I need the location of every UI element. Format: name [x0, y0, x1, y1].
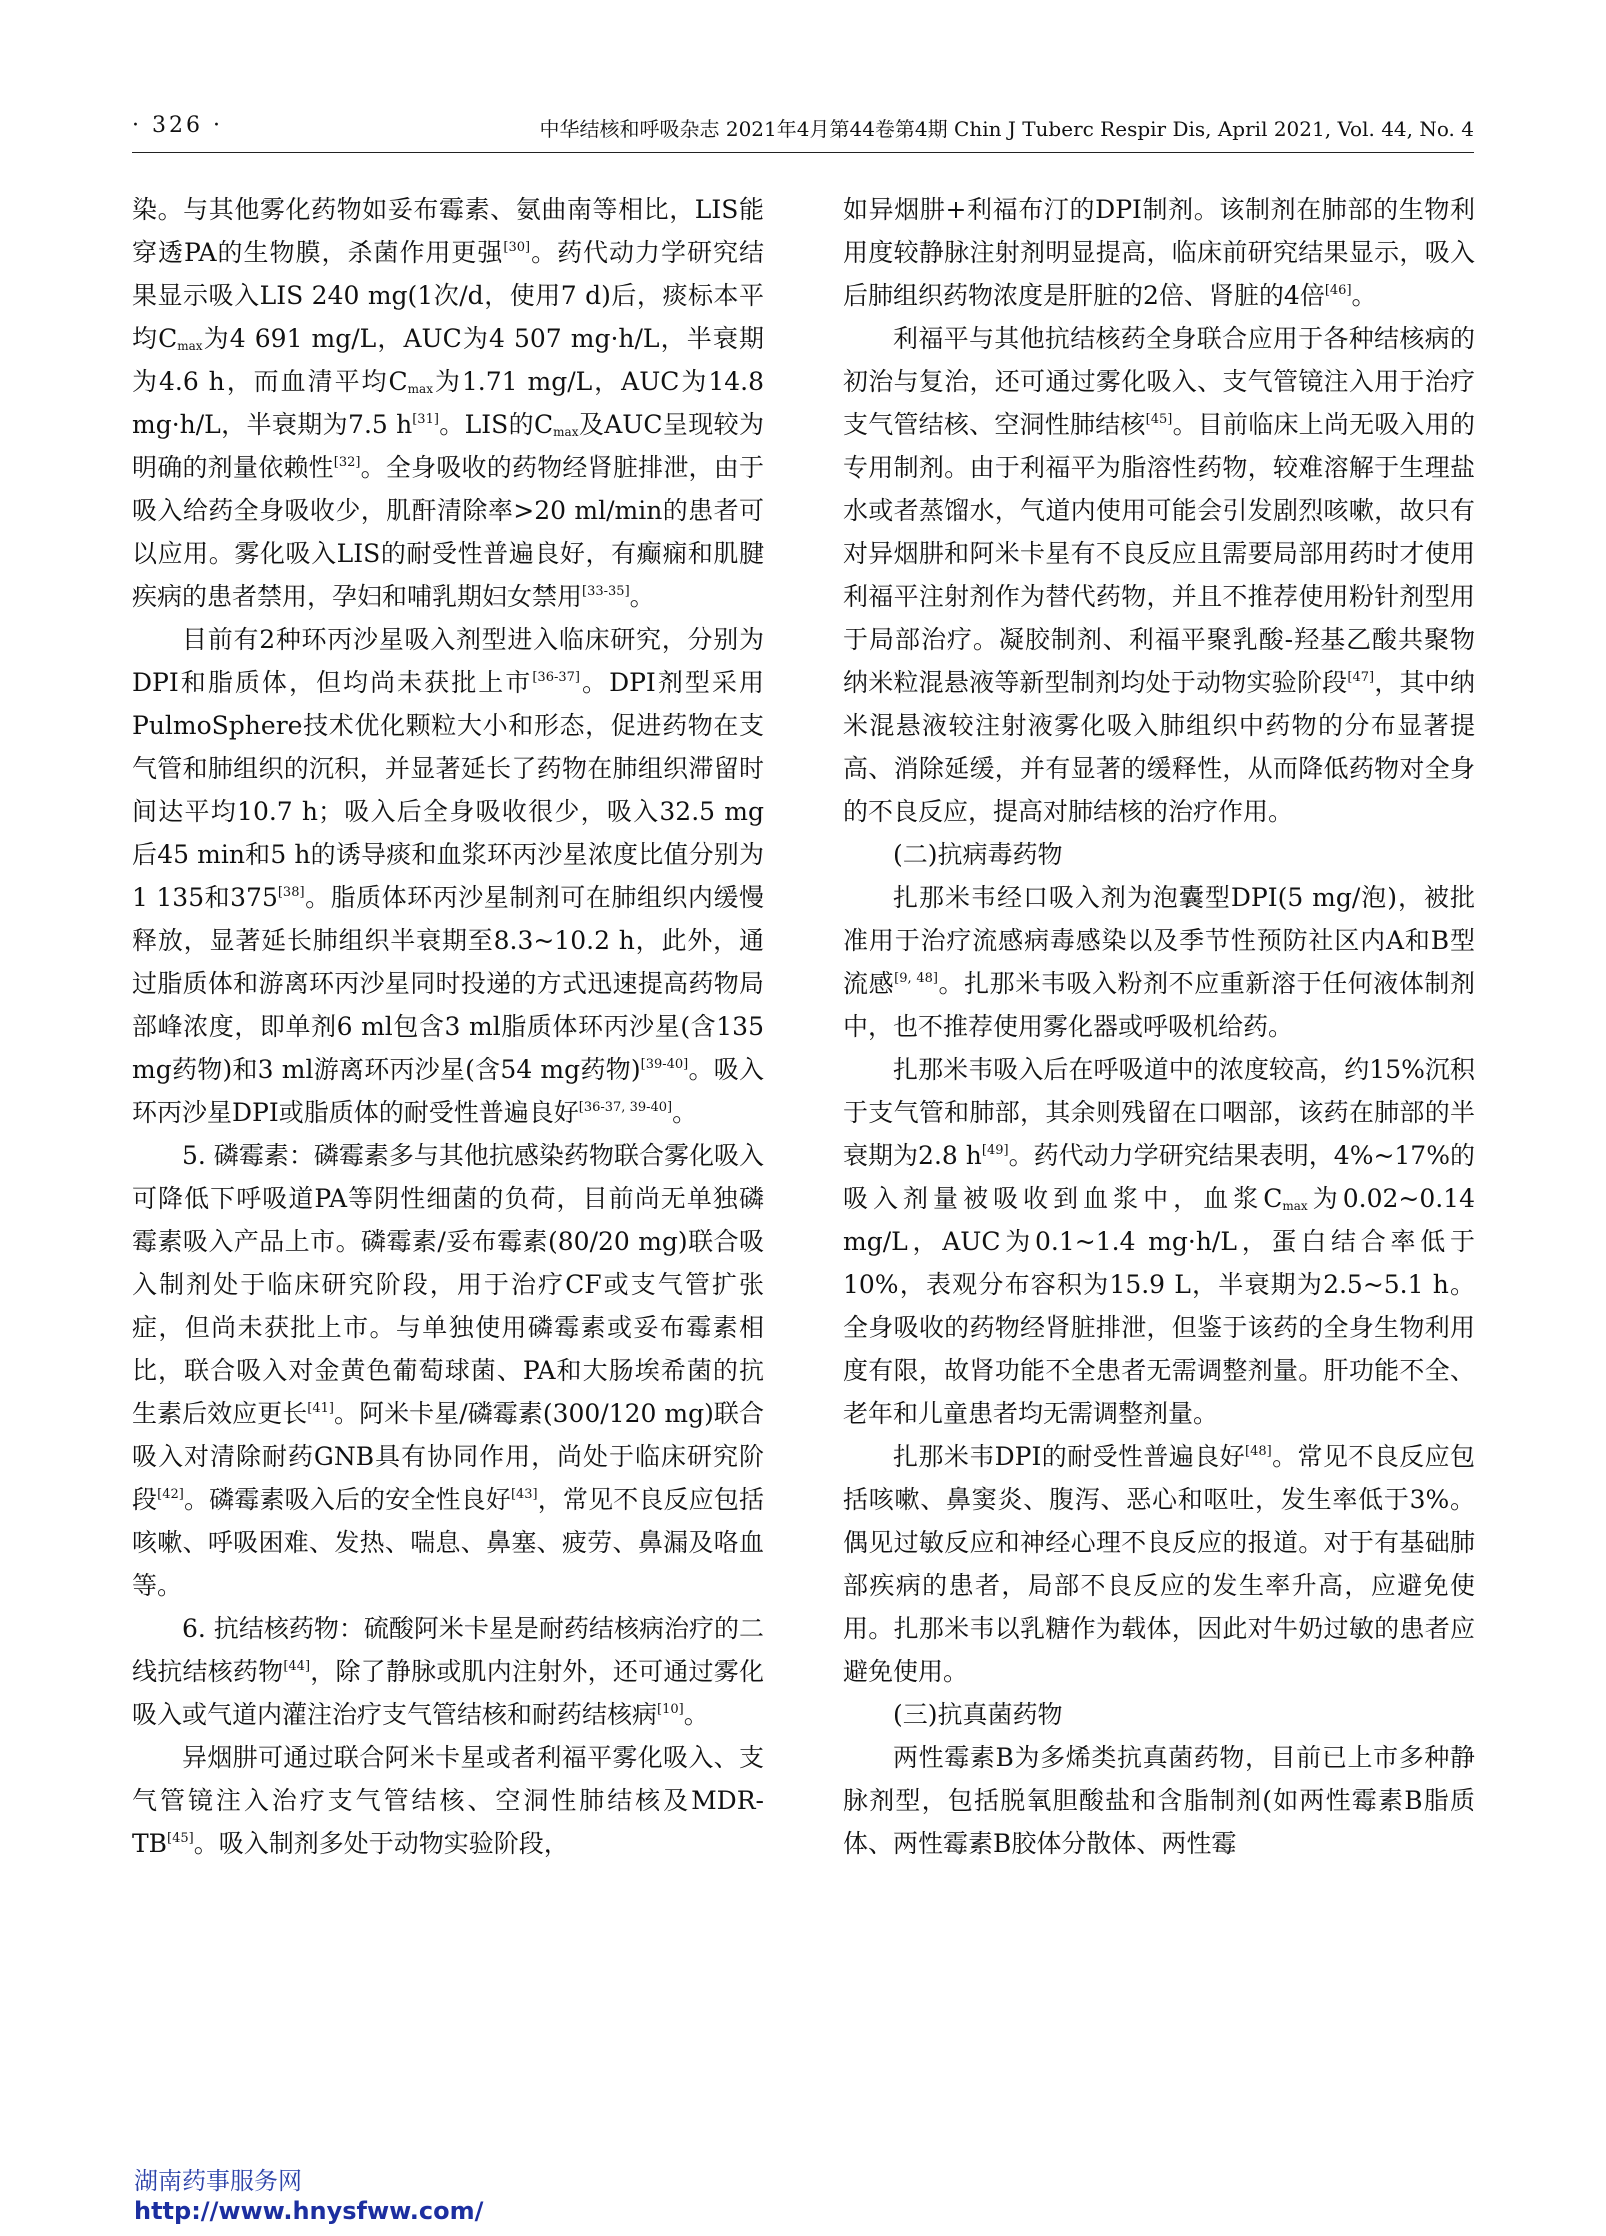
text-run: 如异烟肼+利福布汀的DPI制剂。该制剂在肺部的生物利用度较静脉注射剂明显提高，临床前研究结果显示，吸入后肺组织药物浓度是肝脏的2倍、肾脏的4倍 [843, 195, 1475, 310]
paragraph [843, 1736, 1475, 1865]
citation-ref: [47] [1347, 670, 1375, 685]
text-run: 扎那米韦经口吸入剂为泡囊型DPI(5 mg/泡)，被批准用于治疗流感病毒感染以及季节性预防社区内A和B型流感 [843, 883, 1475, 998]
paragraph [132, 1736, 764, 1865]
text-run: 。目前临床上尚无吸入用的专用制剂。由于利福平为脂溶性药物，较难溶解于生理盐水或者蒸馏水，气道内使用可能会引发剧烈咳嗽，故只有对异烟肼和阿米卡星有不良反应且需要局部用药时才使用利福平注射剂作为替代药物，并且不推荐使用粉针剂型用于局部治疗。凝胶制剂、利福平聚乳酸-羟基乙酸共聚物纳米粒混悬液等新型制剂均处于动物实验阶段 [843, 410, 1475, 697]
text-run: 。常见不良反应包括咳嗽、鼻窦炎、腹泻、恶心和呕吐，发生率低于3%。偶见过敏反应和神经心理不良反应的报道。对于有基础肺部疾病的患者，局部不良反应的发生率升高，应避免使用。扎那米韦以乳糖作为载体，因此对牛奶过敏的患者应避免使用。 [843, 1442, 1475, 1686]
text-run: 。药代动力学研究结果显示吸入LIS 240 mg(1次/d，使用7 d)后，痰标本平均C [132, 238, 764, 353]
citation-ref: [45] [167, 1831, 194, 1846]
citation-ref: [32] [333, 455, 361, 470]
subscript: max [553, 425, 579, 439]
text-run: 。 [683, 1700, 709, 1729]
right-column [843, 188, 1475, 1865]
text-run: 。吸入环丙沙星DPI或脂质体的耐受性普遍良好 [132, 1055, 764, 1127]
citation-ref: [10] [657, 1702, 684, 1717]
text-run: 异烟肼可通过联合阿米卡星或者利福平雾化吸入、支气管镜注入治疗支气管结核、空洞性肺结核及MDR-TB [132, 1743, 764, 1858]
text-run: ，其中纳米混悬液较注射液雾化吸入肺组织中药物的分布显著提高、消除延缓，并有显著的缓释性，从而降低药物对全身的不良反应，提高对肺结核的治疗作用。 [843, 668, 1475, 826]
text-run: 利福平与其他抗结核药全身联合应用于各种结核病的初治与复治，还可通过雾化吸入、支气管镜注入用于治疗支气管结核、空洞性肺结核 [843, 324, 1475, 439]
citation-ref: [39-40] [640, 1057, 689, 1072]
running-header [132, 113, 1474, 149]
text-run: 及AUC呈现较为明确的剂量依赖性 [132, 410, 764, 482]
section-heading [843, 833, 1475, 876]
text-run: 。全身吸收的药物经肾脏排泄，由于吸入给药全身吸收少，肌酐清除率>20 ml/min的患者可以应用。雾化吸入LIS的耐受性普遍良好，有癫痫和肌腱疾病的患者禁用，孕妇和哺乳期妇女禁用 [132, 453, 764, 611]
text-run: 为1.71 mg/L，AUC为14.8 mg·h/L，半衰期为7.5 h [132, 367, 765, 439]
subscript: max [177, 339, 203, 353]
text-run: 。药代动力学研究结果表明，4%~17%的吸入剂量被吸收到血浆中，血浆C [843, 1141, 1475, 1213]
text-run: 5. 磷霉素：磷霉素多与其他抗感染药物联合雾化吸入可降低下呼吸道PA等阴性细菌的负荷，目前尚无单独磷霉素吸入产品上市。磷霉素/妥布霉素(80/20 mg)联合吸入制剂处于临床研究阶段，用于治疗CF或支气管扩张症，但尚未获批上市。与单独使用磷霉素或妥布霉素相比，联合吸入对金黄色葡萄球菌、PA和大肠埃希菌的抗生素后效应更长 [132, 1141, 764, 1428]
text-run: 。LIS的C [438, 410, 554, 439]
header-rule [132, 152, 1474, 153]
text-run: (三)抗真菌药物 [893, 1700, 1063, 1729]
site-url[interactable]: http://www.hnysfww.com/ [134, 2197, 484, 2225]
page-number: · 326 · [132, 113, 223, 138]
text-run: 扎那米韦吸入后在呼吸道中的浓度较高，约15%沉积于支气管和肺部，其余则残留在口咽部，该药在肺部的半衰期为2.8 h [843, 1055, 1475, 1170]
paragraph [843, 1435, 1475, 1693]
citation-ref: [43] [510, 1487, 538, 1502]
text-run: 为0.02~0.14 mg/L，AUC为0.1~1.4 mg·h/L，蛋白结合率低于10%，表观分布容积为15.9 L，半衰期为2.5~5.1 h。全身吸收的药物经肾脏排泄，但鉴于该药的全身生物利用度有限，故肾功能不全患者无需调整剂量。肝功能不全、老年和儿童患者均无需调整剂量。 [843, 1184, 1475, 1428]
text-run: 6. 抗结核药物：硫酸阿米卡星是耐药结核病治疗的二线抗结核药物 [132, 1614, 764, 1686]
left-column [132, 188, 764, 1865]
text-run: 扎那米韦DPI的耐受性普遍良好 [893, 1442, 1246, 1471]
citation-ref: [33-35] [582, 584, 630, 599]
text-run: 。DPI剂型采用PulmoSphere技术优化颗粒大小和形态，促进药物在支气管和肺组织的沉积，并显著延长了药物在肺组织滞留时间达平均10.7 h；吸入后全身吸收很少，吸入32.5 mg后45 min和5 h的诱导痰和血浆环丙沙星浓度比值分别为1 135和375 [132, 668, 764, 912]
text-run: 。 [629, 582, 655, 611]
paragraph [843, 1048, 1475, 1435]
citation-ref: [46] [1324, 283, 1352, 298]
citation-ref: [36-37, 39-40] [578, 1100, 673, 1115]
paragraph [132, 1607, 764, 1736]
text-run: 。脂质体环丙沙星制剂可在肺组织内缓慢释放，显著延长肺组织半衰期至8.3~10.2 h，此外，通过脂质体和游离环丙沙星同时投递的方式迅速提高药物局部峰浓度，即单剂6 ml包含3 ml脂质体环丙沙星(含135 mg药物)和3 ml游离环丙沙星(含54 mg药物) [132, 883, 764, 1084]
citation-ref: [30] [503, 240, 531, 255]
text-run: 。 [672, 1098, 698, 1127]
journal-citation: 中华结核和呼吸杂志 2021年4月第44卷第4期 Chin J Tuberc Respir Dis, April 2021, Vol. 44, No. 4 [539, 117, 1474, 141]
text-run: 为4 691 mg/L，AUC为4 507 mg·h/L，半衰期为4.6 h，而血清平均C [132, 324, 764, 396]
text-run: 。 [1351, 281, 1377, 310]
citation-ref: [48] [1245, 1444, 1272, 1459]
paragraph [132, 1134, 764, 1607]
subscript: max [1282, 1199, 1308, 1213]
citation-ref: [49] [981, 1143, 1009, 1158]
section-heading [843, 1693, 1475, 1736]
citation-ref: [38] [277, 885, 305, 900]
paragraph [843, 876, 1475, 1048]
citation-ref: [45] [1145, 412, 1173, 427]
citation-ref: [36-37] [532, 670, 580, 685]
text-run: ，常见不良反应包括咳嗽、呼吸困难、发热、喘息、鼻塞、疲劳、鼻漏及咯血等。 [132, 1485, 764, 1600]
text-run: ，除了静脉或肌内注射外，还可通过雾化吸入或气道内灌注治疗支气管结核和耐药结核病 [132, 1657, 764, 1729]
text-run: 目前有2种环丙沙星吸入剂型进入临床研究，分别为DPI和脂质体，但均尚未获批上市 [132, 625, 764, 697]
site-name: 湖南药事服务网 [134, 2167, 302, 2195]
paragraph [132, 188, 764, 618]
paragraph [132, 618, 764, 1134]
text-run: 。磷霉素吸入后的安全性良好 [183, 1485, 511, 1514]
text-run: 。吸入制剂多处于动物实验阶段， [193, 1829, 569, 1858]
text-run: (二)抗病毒药物 [893, 840, 1063, 869]
citation-ref: [44] [283, 1659, 311, 1674]
citation-ref: [9, 48] [894, 971, 938, 986]
citation-ref: [31] [412, 412, 439, 427]
citation-ref: [42] [157, 1487, 184, 1502]
text-run: 。扎那米韦吸入粉剂不应重新溶于任何液体制剂中，也不推荐使用雾化器或呼吸机给药。 [843, 969, 1475, 1041]
footer-watermark [134, 2166, 483, 2226]
citation-ref: [41] [307, 1401, 334, 1416]
subscript: max [407, 382, 433, 396]
paragraph [843, 317, 1475, 833]
text-run: 。阿米卡星/磷霉素(300/120 mg)联合吸入对清除耐药GNB具有协同作用，尚处于临床研究阶段 [132, 1399, 764, 1514]
text-run: 染。与其他雾化药物如妥布霉素、氨曲南等相比，LIS能穿透PA的生物膜，杀菌作用更强 [132, 195, 764, 267]
text-run: 两性霉素B为多烯类抗真菌药物，目前已上市多种静脉剂型，包括脱氧胆酸盐和含脂制剂(如两性霉素B脂质体、两性霉素B胶体分散体、两性霉 [843, 1743, 1475, 1858]
paragraph [843, 188, 1475, 317]
